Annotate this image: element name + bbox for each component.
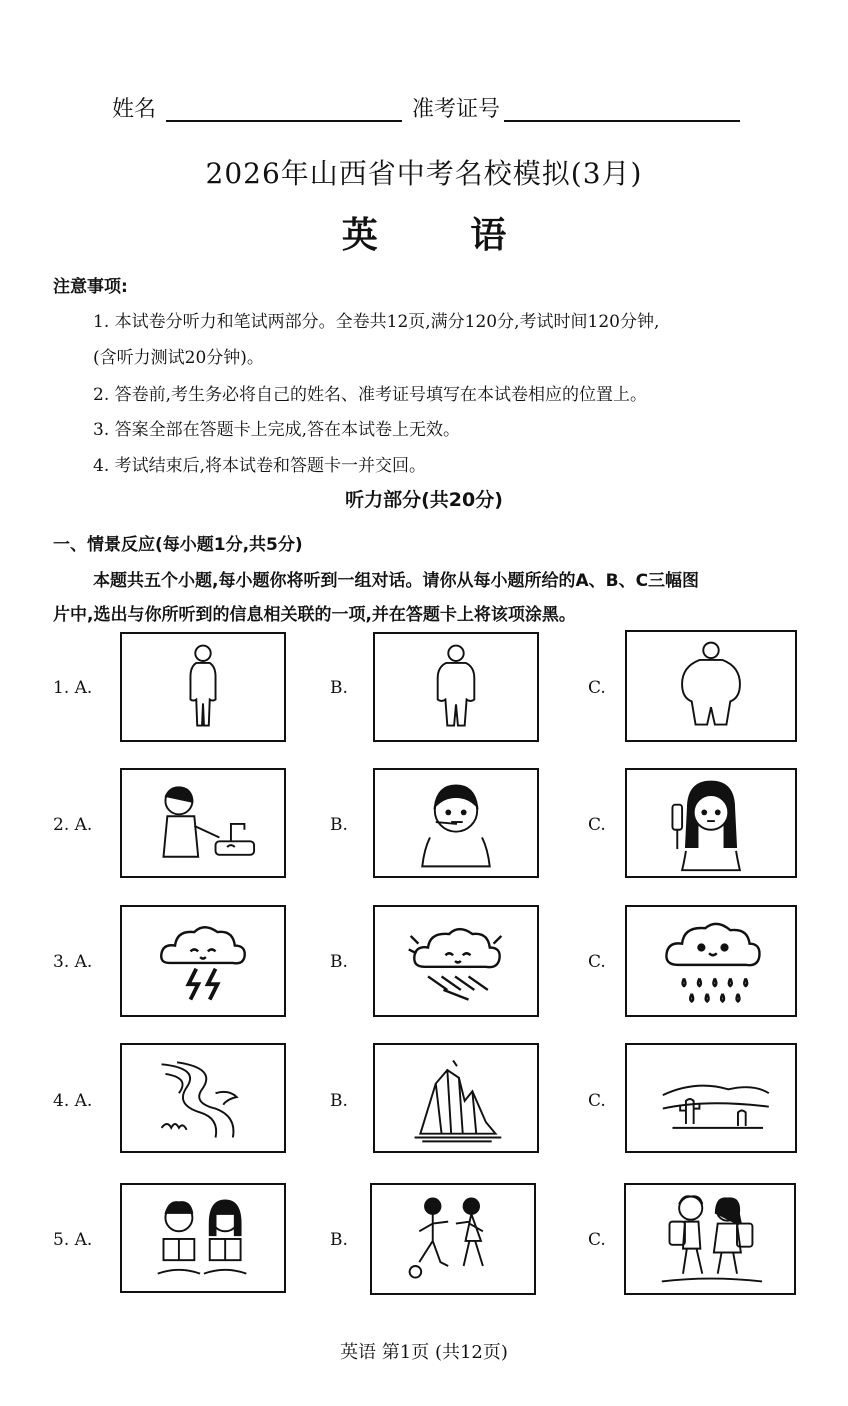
option-b-label: B. bbox=[330, 678, 348, 698]
girl-washing-hands-icon bbox=[122, 770, 284, 876]
option-c-label: C. bbox=[588, 1091, 606, 1111]
note-item: (含听力测试20分钟)。 bbox=[93, 348, 264, 368]
kids-reading-icon bbox=[122, 1185, 284, 1291]
q4-option-a-picture[interactable] bbox=[120, 1043, 286, 1153]
note-item: 1. 本试卷分听力和笔试两部分。全卷共12页,满分120分,考试时间120分钟, bbox=[93, 312, 660, 332]
listening-section-title: 听力部分(共20分) bbox=[345, 489, 503, 511]
note-item: 2. 答卷前,考生务必将自己的姓名、准考证号填写在本试卷相应的位置上。 bbox=[93, 385, 648, 405]
question-4-label: 4. A. bbox=[53, 1091, 93, 1111]
q2-option-c-picture[interactable] bbox=[625, 768, 797, 878]
note-item: 3. 答案全部在答题卡上完成,答在本试卷上无效。 bbox=[93, 420, 461, 440]
option-b-label: B. bbox=[330, 1230, 348, 1250]
note-item: 4. 考试结束后,将本试卷和答题卡一并交回。 bbox=[93, 456, 427, 476]
q3-option-c-picture[interactable] bbox=[625, 905, 797, 1017]
page-footer: 英语 第1页 (共12页) bbox=[340, 1342, 508, 1363]
q1-option-b-picture[interactable] bbox=[373, 632, 539, 742]
kids-going-to-school-icon bbox=[626, 1185, 794, 1293]
q2-option-b-picture[interactable] bbox=[373, 768, 539, 878]
q4-option-b-picture[interactable] bbox=[373, 1043, 539, 1153]
instruction-line: 本题共五个小题,每小题你将听到一组对话。请你从每小题所给的A、B、C三幅图 bbox=[93, 571, 700, 591]
question-2-label: 2. A. bbox=[53, 815, 93, 835]
question-3-label: 3. A. bbox=[53, 952, 93, 972]
slim-person-icon bbox=[122, 634, 284, 740]
q5-option-c-picture[interactable] bbox=[624, 1183, 796, 1295]
q1-option-c-picture[interactable] bbox=[625, 630, 797, 742]
question-5-label: 5. A. bbox=[53, 1230, 93, 1250]
option-c-label: C. bbox=[588, 678, 606, 698]
girl-combing-hair-icon bbox=[627, 770, 795, 876]
option-c-label: C. bbox=[588, 952, 606, 972]
heavy-person-icon bbox=[627, 632, 795, 740]
name-label: 姓名 bbox=[112, 97, 157, 122]
q3-option-a-picture[interactable] bbox=[120, 905, 286, 1017]
q5-option-a-picture[interactable] bbox=[120, 1183, 286, 1293]
medium-person-icon bbox=[375, 634, 537, 740]
desert-icon bbox=[627, 1045, 795, 1151]
option-b-label: B. bbox=[330, 815, 348, 835]
exam-number-field[interactable] bbox=[504, 120, 740, 122]
q3-option-b-picture[interactable] bbox=[373, 905, 539, 1017]
girl-brushing-teeth-icon bbox=[375, 770, 537, 876]
notes-heading: 注意事项: bbox=[53, 277, 128, 297]
q2-option-a-picture[interactable] bbox=[120, 768, 286, 878]
river-icon bbox=[122, 1045, 284, 1151]
candidate-info-row bbox=[112, 92, 742, 126]
option-c-label: C. bbox=[588, 815, 606, 835]
exam-title: 2026年山西省中考名校模拟(3月) bbox=[205, 157, 643, 190]
q5-option-b-picture[interactable] bbox=[370, 1183, 536, 1295]
q4-option-c-picture[interactable] bbox=[625, 1043, 797, 1153]
mountain-icon bbox=[375, 1045, 537, 1151]
part1-heading: 一、情景反应(每小题1分,共5分) bbox=[53, 535, 303, 555]
q1-option-a-picture[interactable] bbox=[120, 632, 286, 742]
subject-title: 英 语 bbox=[341, 215, 547, 256]
rain-cloud-icon bbox=[627, 907, 795, 1015]
name-field[interactable] bbox=[166, 120, 402, 122]
option-b-label: B. bbox=[330, 1091, 348, 1111]
kids-playing-football-icon bbox=[372, 1185, 534, 1293]
option-b-label: B. bbox=[330, 952, 348, 972]
thunderstorm-cloud-icon bbox=[122, 907, 284, 1015]
exam-number-label: 准考证号 bbox=[412, 97, 501, 122]
question-1-label: 1. A. bbox=[53, 678, 93, 698]
instruction-line: 片中,选出与你所听到的信息相关联的一项,并在答题卡上将该项涂黑。 bbox=[53, 605, 576, 625]
windy-rain-cloud-icon bbox=[375, 907, 537, 1015]
option-c-label: C. bbox=[588, 1230, 606, 1250]
